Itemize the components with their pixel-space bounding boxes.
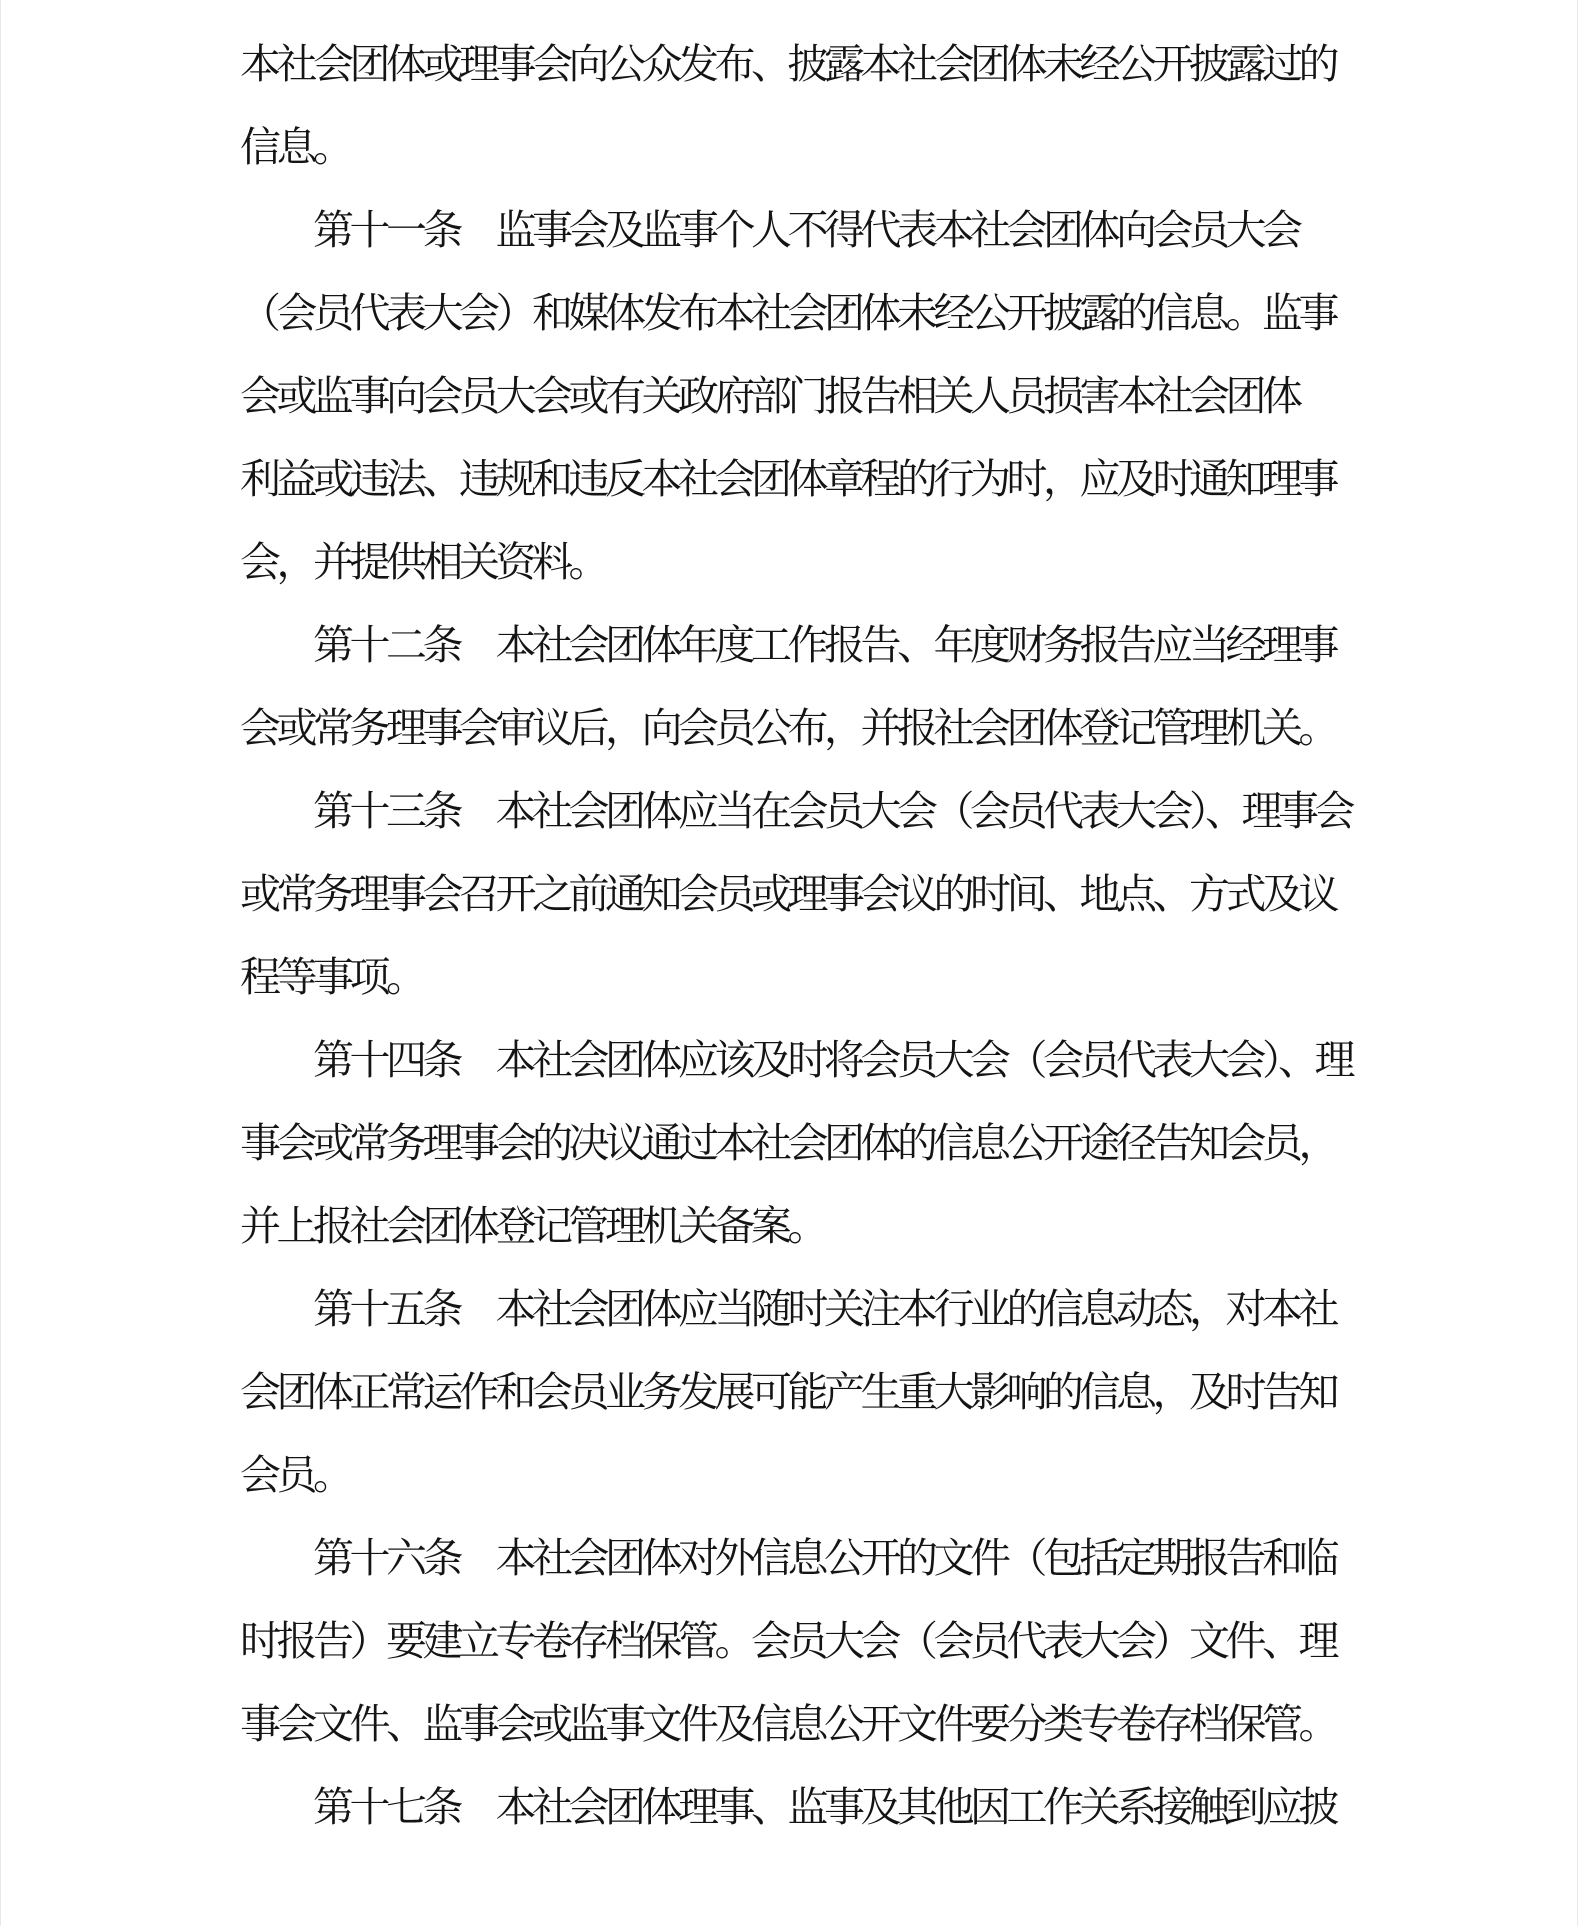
- document-line: 程等事项。: [240, 954, 423, 1000]
- document-line: 第十六条 本社会团体对外信息公开的文件（包括定期报告和临: [313, 1535, 1335, 1581]
- page-left-edge: [0, 0, 1, 1926]
- document-line: 本社会团体或理事会向公众发布、披露本社会团体未经公开披露过的: [240, 41, 1335, 87]
- document-line: 并上报社会团体登记管理机关备案。: [240, 1203, 824, 1249]
- document-line: 事会文件、监事会或监事文件及信息公开文件要分类专卷存档保管。: [240, 1701, 1335, 1747]
- document-line: （会员代表大会）和媒体发布本社会团体未经公开披露的信息。监事: [240, 290, 1335, 336]
- document-line: 事会或常务理事会的决议通过本社会团体的信息公开途径告知会员，: [240, 1120, 1335, 1166]
- document-line: 第十七条 本社会团体理事、监事及其他因工作关系接触到应披: [313, 1784, 1335, 1830]
- document-line: 第十二条 本社会团体年度工作报告、年度财务报告应当经理事: [313, 622, 1335, 668]
- document-line: 时报告）要建立专卷存档保管。会员大会（会员代表大会）文件、理: [240, 1618, 1335, 1664]
- document-line: 或常务理事会召开之前通知会员或理事会议的时间、地点、方式及议: [240, 871, 1335, 917]
- document-line: 会员。: [240, 1452, 350, 1498]
- document-line: 第十一条 监事会及监事个人不得代表本社会团体向会员大会: [313, 207, 1299, 253]
- document-line: 第十三条 本社会团体应当在会员大会（会员代表大会）、理事会: [313, 788, 1351, 834]
- page-right-edge: [1577, 0, 1578, 1926]
- document-line: 第十四条 本社会团体应该及时将会员大会（会员代表大会）、理: [313, 1037, 1351, 1083]
- document-line: 会或常务理事会审议后，向会员公布，并报社会团体登记管理机关。: [240, 705, 1335, 751]
- document-line: 信息。: [240, 124, 350, 170]
- document-line: 会，并提供相关资料。: [240, 539, 605, 585]
- document-text-block: [240, 23, 1380, 1849]
- document-line: 利益或违法、违规和违反本社会团体章程的行为时，应及时通知理事: [240, 456, 1335, 502]
- document-line: 会或监事向会员大会或有关政府部门报告相关人员损害本社会团体: [240, 373, 1299, 419]
- document-line: 会团体正常运作和会员业务发展可能产生重大影响的信息，及时告知: [240, 1369, 1335, 1415]
- document-line: 第十五条 本社会团体应当随时关注本行业的信息动态，对本社: [313, 1286, 1335, 1332]
